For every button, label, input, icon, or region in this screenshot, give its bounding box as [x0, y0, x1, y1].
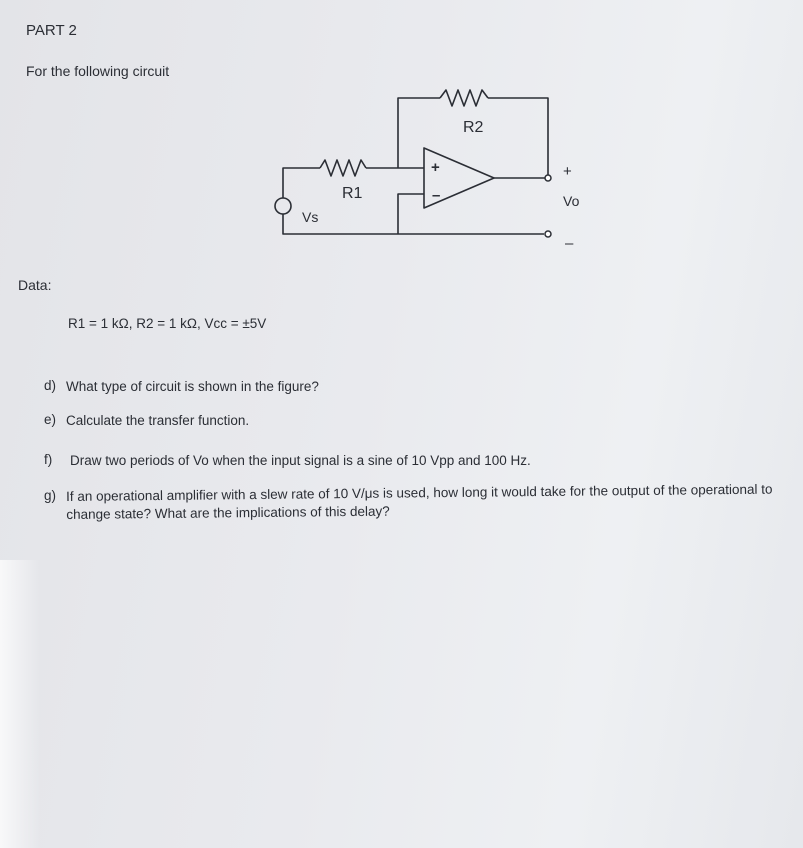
question-letter: d)	[44, 378, 57, 393]
vo-label: Vo	[563, 193, 580, 209]
voltage-source-symbol	[275, 198, 291, 214]
ground-rail-wire	[283, 214, 544, 234]
feedback-left-wire	[398, 98, 440, 168]
question-text: If an operational amplifier with a slew rate of 10 V/μs is used, how long it would take for the output of the operational to change state? What are the implications of this delay?	[66, 481, 773, 522]
output-minus-sign: –	[565, 235, 574, 252]
opamp-minus-sign: –	[432, 187, 441, 204]
intro-text: For the following circuit	[26, 63, 170, 79]
question-letter: e)	[44, 412, 57, 427]
data-label: Data:	[18, 277, 52, 293]
r2-label: R2	[463, 119, 484, 136]
question-text: What type of circuit is shown in the figure?	[66, 379, 319, 394]
part-heading: PART 2	[26, 22, 77, 39]
r1-label: R1	[342, 185, 363, 202]
opamp-plus-sign: +	[431, 159, 440, 176]
ground-input-wire	[398, 194, 424, 234]
question-text: Calculate the transfer function.	[66, 413, 250, 428]
input-wire	[283, 168, 320, 198]
question-letter: f)	[44, 452, 53, 467]
page-edge-shade	[0, 560, 40, 848]
resistor-r1-symbol	[320, 160, 366, 176]
circuit-diagram	[0, 0, 803, 300]
question-letter: g)	[44, 488, 57, 503]
resistor-r2-symbol	[440, 90, 488, 106]
output-plus-sign: +	[563, 163, 572, 180]
feedback-right-wire	[488, 98, 548, 168]
vs-label: Vs	[302, 209, 319, 225]
question-text: Draw two periods of Vo when the input signal is a sine of 10 Vpp and 100 Hz.	[70, 453, 531, 468]
output-terminal	[545, 175, 551, 181]
ground-terminal	[545, 231, 551, 237]
parameter-values: R1 = 1 kΩ, R2 = 1 kΩ, Vcc = ±5V	[68, 316, 267, 331]
